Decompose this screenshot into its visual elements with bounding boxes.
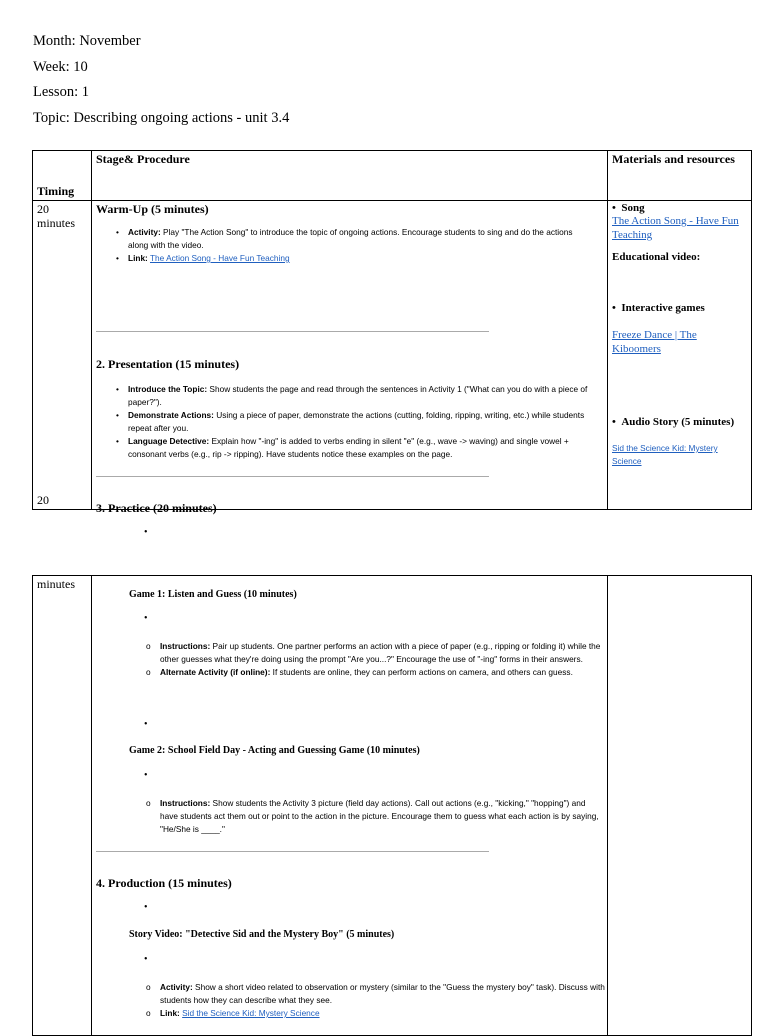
warmup-title: Warm-Up (5 minutes) bbox=[96, 202, 209, 216]
item-text: Show students the page and read through the sentences in Activity 1 ("What can you do with a piece of paper?"). bbox=[128, 384, 588, 407]
list-item bbox=[160, 640, 605, 666]
game2-list bbox=[160, 797, 600, 836]
timing-value-2: 20 bbox=[37, 493, 49, 507]
game1-title: Game 1: Listen and Guess (10 minutes) bbox=[129, 589, 297, 600]
alt-activity-text: If students are online, they can perform actions on camera, and others can guess. bbox=[270, 667, 573, 677]
game2-title: Game 2: School Field Day - Acting and Guessing Game (10 minutes) bbox=[129, 745, 420, 756]
song-label: • Song bbox=[612, 202, 645, 214]
timing-cell bbox=[33, 201, 92, 510]
procedure-cell bbox=[92, 576, 608, 1036]
stage-header-cell bbox=[92, 151, 608, 201]
timing-header-cell bbox=[33, 151, 92, 201]
materials-header: Materials and resources bbox=[612, 152, 735, 166]
game1-list bbox=[160, 640, 605, 679]
timing-unit: minutes bbox=[37, 216, 75, 230]
empty-bullet: • bbox=[144, 954, 148, 965]
production-list bbox=[160, 981, 605, 1020]
instructions-label: Instructions: bbox=[160, 798, 211, 808]
freeze-dance-link[interactable]: Freeze Dance | The Kiboomers bbox=[612, 329, 697, 355]
materials-cell bbox=[608, 201, 752, 510]
stage-header: Stage& Procedure bbox=[96, 152, 190, 166]
activity-label: Activity: bbox=[160, 982, 193, 992]
list-item bbox=[128, 252, 593, 265]
materials-header-cell bbox=[608, 151, 752, 201]
link-label: Link: bbox=[160, 1008, 180, 1018]
week-line: Week: 10 bbox=[33, 59, 88, 75]
action-song-link[interactable]: The Action Song - Have Fun Teaching bbox=[149, 253, 290, 263]
empty-bullet: • bbox=[144, 902, 148, 913]
item-text: Explain how "-ing" is added to verbs ending in silent "e" (e.g., wave -> waving) and single vowel + consonant verbs (e.g., rip -> ripping). Have students notice these examples on the page. bbox=[128, 436, 569, 459]
song-link[interactable]: The Action Song - Have Fun Teaching bbox=[612, 215, 739, 241]
empty-bullet: • bbox=[144, 613, 148, 624]
list-item bbox=[160, 1007, 605, 1020]
list-item bbox=[160, 981, 605, 1007]
divider bbox=[96, 851, 489, 852]
item-label: Introduce the Topic: bbox=[128, 384, 208, 394]
materials-cell bbox=[608, 576, 752, 1036]
list-item bbox=[128, 409, 598, 435]
practice-title: 3. Practice (20 minutes) bbox=[96, 501, 217, 515]
lesson-line: Lesson: 1 bbox=[33, 84, 89, 100]
divider bbox=[96, 331, 489, 332]
list-item bbox=[128, 226, 593, 252]
divider bbox=[96, 476, 489, 477]
timing-unit: minutes bbox=[37, 577, 75, 591]
item-text: Using a piece of paper, demonstrate the actions (cutting, folding, ripping, writing, etc.) while students repeat after you. bbox=[128, 410, 585, 433]
item-label: Language Detective: bbox=[128, 436, 210, 446]
audio-story-label: • Audio Story (5 minutes) bbox=[612, 416, 735, 428]
empty-bullet: • bbox=[144, 719, 148, 730]
timing-header: Timing bbox=[37, 184, 75, 198]
list-item bbox=[128, 435, 598, 461]
games-label: • Interactive games bbox=[612, 302, 705, 314]
instructions-label: Instructions: bbox=[160, 641, 211, 651]
link-label: Link: bbox=[128, 253, 148, 263]
games-label-text: Interactive games bbox=[621, 302, 705, 314]
list-item bbox=[128, 383, 598, 409]
audio-story-label-text: Audio Story (5 minutes) bbox=[621, 416, 735, 428]
list-item bbox=[160, 666, 605, 679]
presentation-title: 2. Presentation (15 minutes) bbox=[96, 357, 240, 371]
lesson-plan-table-1 bbox=[32, 150, 752, 538]
sid-science-link[interactable]: Sid the Science Kid: Mystery Science bbox=[182, 1008, 320, 1018]
production-title: 4. Production (15 minutes) bbox=[96, 876, 232, 890]
activity-label: Activity: bbox=[128, 227, 161, 237]
empty-bullet: • bbox=[144, 527, 148, 538]
lesson-plan-table-2 bbox=[32, 575, 752, 1036]
activity-text: Show a short video related to observation or mystery (similar to the "Guess the mystery boy" task). Discuss with students how they can describe what they see. bbox=[160, 982, 605, 1005]
activity-text: Play "The Action Song" to introduce the topic of ongoing actions. Encourage students to sing and do the actions along with the video. bbox=[128, 227, 573, 250]
instructions-text: Pair up students. One partner performs an action with a piece of paper (e.g., ripping or folding it) while the other guesses what they're doing using the prompt "Are you...?" Encourage the use of "-ing" forms in their answers. bbox=[160, 641, 601, 664]
item-label: Demonstrate Actions: bbox=[128, 410, 214, 420]
timing-value: 20 bbox=[37, 202, 49, 216]
topic-line: Topic: Describing ongoing actions - unit 3.4 bbox=[33, 110, 290, 126]
procedure-cell bbox=[92, 201, 608, 538]
sid-science-link[interactable]: Sid the Science Kid: Mystery Science bbox=[612, 443, 718, 466]
list-item bbox=[160, 797, 600, 836]
song-label-text: Song bbox=[621, 202, 645, 214]
edu-video-label: Educational video: bbox=[612, 251, 701, 263]
alt-activity-label: Alternate Activity (if online): bbox=[160, 667, 271, 677]
empty-bullet: • bbox=[144, 770, 148, 781]
instructions-text: Show students the Activity 3 picture (field day actions). Call out actions (e.g., "kicking," "hopping") and have students act them out or point to the action in the picture. Encourage them to guess what each action is by saying, "He/She is ____." bbox=[160, 798, 599, 834]
presentation-list bbox=[128, 383, 598, 461]
timing-cell bbox=[33, 576, 92, 1036]
warmup-list bbox=[128, 226, 593, 265]
story-video-title: Story Video: "Detective Sid and the Mystery Boy" (5 minutes) bbox=[129, 929, 395, 940]
month-line: Month: November bbox=[33, 33, 141, 49]
